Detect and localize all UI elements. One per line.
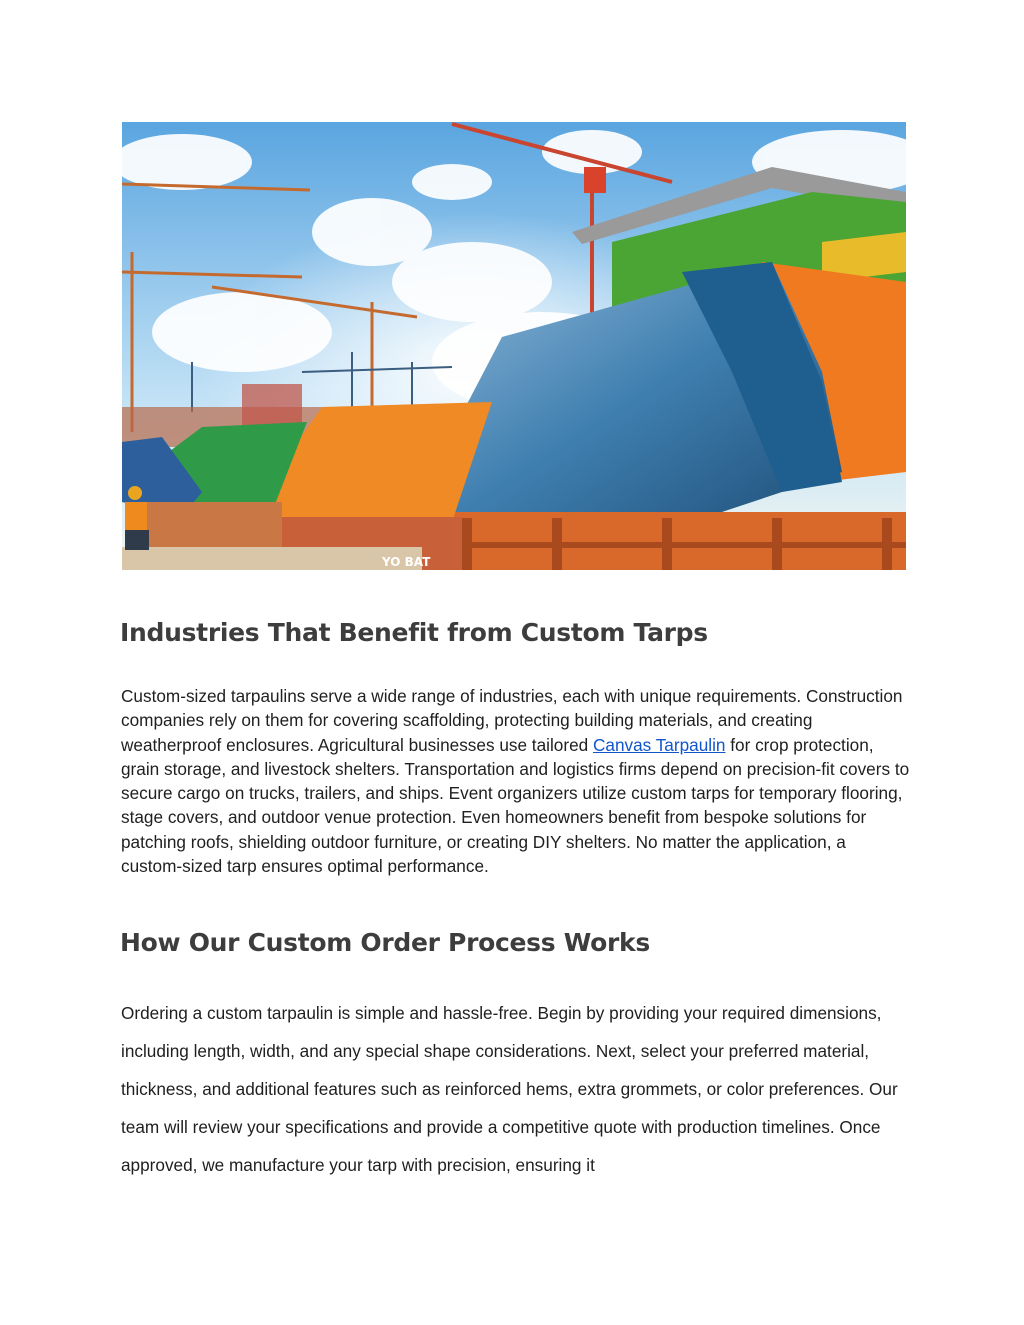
industries-paragraph xyxy=(121,684,911,878)
industries-text-end: for crop protection, grain storage, and livestock shelters. Transportation and logistics firms depend on precision-fit covers to secure cargo on trucks, trailers, and ships. Event organizers utilize custom tarps for temporary flooring, stage covers, and outdoor venue protection. Even homeowners benefit from bespoke solutions for patching roofs, shielding outdoor furniture, or creating DIY shelters. No matter the application, a custom-sized tarp ensures optimal performance. xyxy=(121,734,910,877)
construction-tarps-illustration xyxy=(122,122,906,570)
canvas-tarpaulin-link[interactable]: Canvas Tarpaulin xyxy=(592,734,726,755)
section-heading-industries: Industries That Benefit from Custom Tarps xyxy=(120,618,708,647)
hero-image xyxy=(122,122,906,570)
industries-text-start: Custom-sized tarpaulins serve a wide range of industries, each with unique requirements. Construction companies rely on them for covering scaffolding, protecting building materials, and creating weatherproof enclosures. Agricultural businesses use tailored xyxy=(121,686,903,755)
crate-text: YO BAT xyxy=(382,555,431,569)
section-heading-order-process: How Our Custom Order Process Works xyxy=(120,928,650,957)
order-process-paragraph: Ordering a custom tarpaulin is simple and hassle-free. Begin by providing your required dimensions, including length, width, and any special shape considerations. Next, select your preferred material, thickness, and additional features such as reinforced hems, extra grommets, or color preferences. Our team will review your specifications and provide a competitive quote with production timelines. Once approved, we manufacture your tarp with precision, ensuring it xyxy=(121,1003,898,1175)
